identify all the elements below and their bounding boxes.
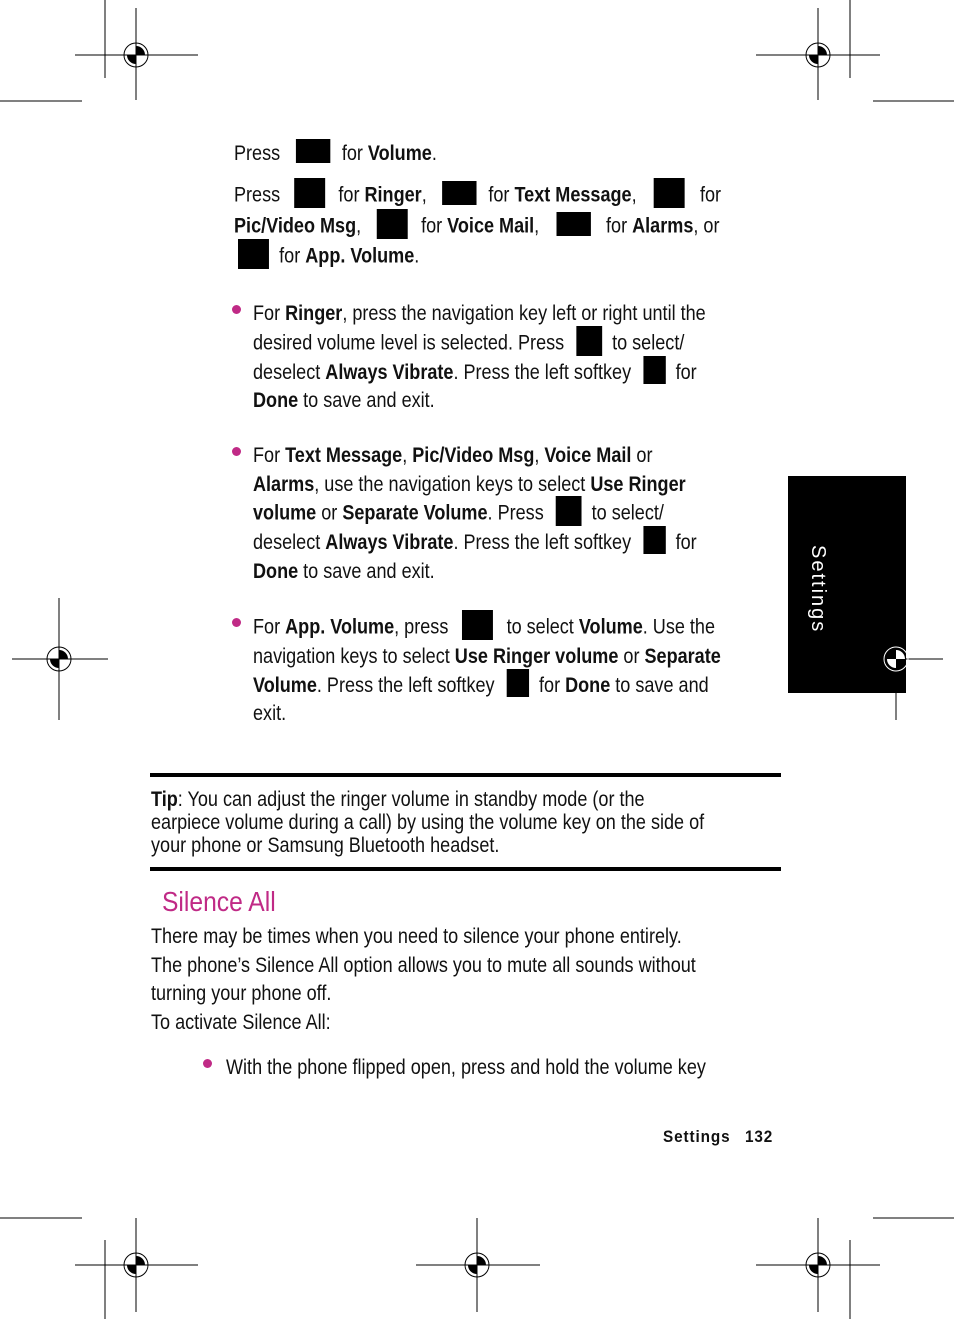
pic-video-label: Pic/Video Msg xyxy=(234,214,357,238)
text: , xyxy=(534,444,545,467)
text: For xyxy=(253,615,286,639)
text: for xyxy=(675,360,697,384)
alarms-label: Alarms xyxy=(253,472,315,496)
step-text: for xyxy=(421,214,443,238)
tip-line3: your phone or Samsung Bluetooth headset. xyxy=(151,834,500,857)
done-label: Done xyxy=(253,559,299,583)
volume-label: Volume xyxy=(253,673,317,697)
section-bullet-1: With the phone flipped open, press and hold the volume key xyxy=(226,1056,706,1079)
text: to save and exit. xyxy=(298,389,435,412)
always-vibrate-label: Always Vibrate xyxy=(325,531,454,554)
done-label: Done xyxy=(565,673,611,697)
done-label: Done xyxy=(253,389,299,412)
volume-label: volume xyxy=(253,501,317,525)
ringer-label: Ringer xyxy=(364,183,422,207)
text: or xyxy=(316,501,343,525)
text: . Use the xyxy=(642,615,716,639)
text: , press xyxy=(394,615,449,639)
text: , use the navigation keys to select xyxy=(314,472,591,496)
alarms-label: Alarms xyxy=(632,214,694,238)
step-text: for xyxy=(279,244,301,268)
use-ringer-label: Use Ringer xyxy=(590,472,686,496)
text: . Press the left softkey xyxy=(453,360,632,384)
text: to save and exit. xyxy=(298,559,435,583)
step-text: for xyxy=(699,183,722,207)
para-line: There may be times when you need to silence your phone entirely. xyxy=(151,925,682,948)
text: , xyxy=(402,444,413,467)
app-volume-label: App. Volume xyxy=(285,615,395,639)
volume-label: Volume xyxy=(367,142,432,165)
step-text: for xyxy=(341,142,363,165)
punct: . xyxy=(414,244,420,268)
text: deselect xyxy=(253,360,326,384)
text: For xyxy=(253,302,286,325)
para-line: turning your phone off. xyxy=(151,982,332,1005)
text: for xyxy=(675,531,697,554)
ringer-label: Ringer xyxy=(285,302,343,325)
text: For xyxy=(253,444,286,467)
text: . Press the left softkey xyxy=(316,673,495,697)
text: exit. xyxy=(253,702,287,725)
text: . Press xyxy=(487,501,544,525)
separate-volume-label: Separate Volume xyxy=(342,501,488,525)
tip-label: Tip xyxy=(151,788,178,811)
step-text: for xyxy=(488,183,510,207)
page-number: 132 xyxy=(744,1127,774,1146)
step-text: for xyxy=(338,183,360,207)
punct: , or xyxy=(693,214,720,238)
text: or xyxy=(618,645,645,668)
punct: . xyxy=(431,142,437,165)
step-text: for xyxy=(606,214,628,238)
text: for xyxy=(539,673,566,697)
text: to select/ xyxy=(612,331,685,355)
tip-line2: earpiece volume during a call) by using the volume key on the side of xyxy=(151,811,705,834)
app-volume-label: App. Volume xyxy=(305,244,415,268)
always-vibrate-label: Always Vibrate xyxy=(325,360,454,384)
text: deselect xyxy=(253,531,326,554)
para-line: To activate Silence All: xyxy=(151,1010,331,1034)
use-ringer-volume-label: Use Ringer volume xyxy=(454,645,619,668)
para-line: The phone’s Silence All option allows you to mute all sounds without xyxy=(151,953,696,977)
text: to select/ xyxy=(591,501,664,525)
punct: , xyxy=(421,183,427,207)
voice-mail-label: Voice Mail xyxy=(447,214,535,238)
text: , press the navigation key left or right until the xyxy=(342,302,706,325)
pic-video-label: Pic/Video Msg xyxy=(412,444,535,467)
punct: , xyxy=(356,214,362,238)
step-text: Press xyxy=(234,183,281,207)
side-tab-label: Settings xyxy=(807,545,829,634)
text: to select xyxy=(506,615,579,639)
text: . Press the left softkey xyxy=(453,531,632,554)
text: to save and xyxy=(610,673,709,697)
footer-section: Settings xyxy=(663,1127,731,1146)
punct: , xyxy=(534,214,540,238)
text-message-label: Text Message xyxy=(514,183,632,207)
text: : You can adjust the ringer volume in standby mode (or the xyxy=(177,788,645,811)
text: or xyxy=(631,444,653,467)
text: navigation keys to select xyxy=(253,645,455,668)
text-message-label: Text Message xyxy=(285,444,403,467)
section-title: Silence All xyxy=(162,886,276,917)
volume-label: Volume xyxy=(578,615,643,639)
voice-mail-label: Voice Mail xyxy=(544,444,632,467)
separate-label: Separate xyxy=(644,645,721,668)
text: desired volume level is selected. Press xyxy=(253,331,565,355)
punct: , xyxy=(631,183,637,207)
step-text: Press xyxy=(234,142,281,165)
